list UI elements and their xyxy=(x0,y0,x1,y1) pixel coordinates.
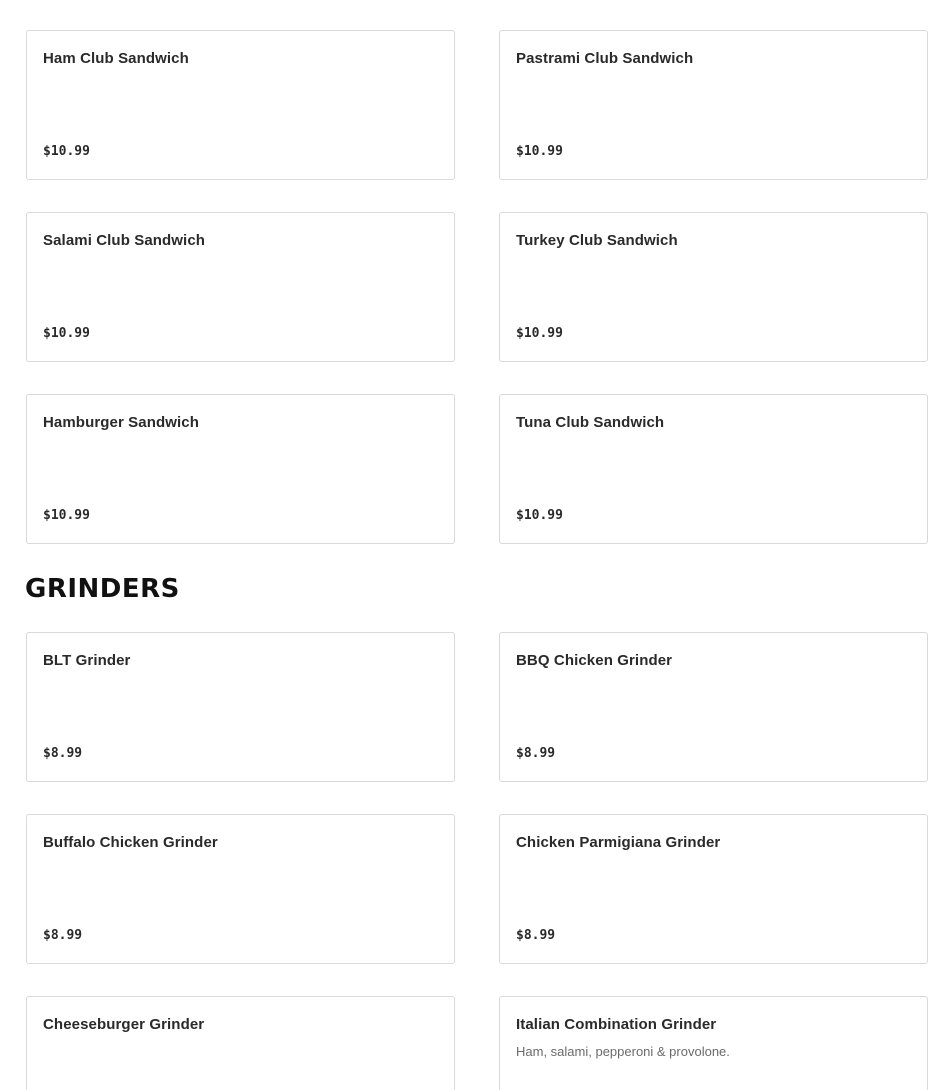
menu-item-name: Cheeseburger Grinder xyxy=(43,1016,205,1033)
menu-item-card[interactable] xyxy=(26,632,455,782)
menu-item-card[interactable] xyxy=(499,632,928,782)
menu-item-card[interactable] xyxy=(26,30,455,180)
menu-item-name: Salami Club Sandwich xyxy=(43,232,206,249)
menu-item-name: Hamburger Sandwich xyxy=(43,414,199,431)
menu-item-price: $8.99 xyxy=(516,928,556,943)
menu-item-name: Pastrami Club Sandwich xyxy=(516,50,694,67)
menu-item-price: $10.99 xyxy=(516,508,563,523)
menu-item-description: Ham, salami, pepperoni & provolone. xyxy=(516,1044,730,1059)
menu-item-card[interactable] xyxy=(499,212,928,362)
menu-item-price: $10.99 xyxy=(516,144,563,159)
menu-item-price: $8.99 xyxy=(43,746,83,761)
menu-item-price: $10.99 xyxy=(43,326,90,341)
menu-item-name: Ham Club Sandwich xyxy=(43,50,189,67)
menu-item-card[interactable] xyxy=(26,394,455,544)
menu-item-price: $10.99 xyxy=(43,508,90,523)
menu-item-name: Chicken Parmigiana Grinder xyxy=(516,834,721,851)
menu-item-name: Buffalo Chicken Grinder xyxy=(43,834,218,851)
menu-item-card[interactable] xyxy=(26,996,455,1090)
menu-item-name: Italian Combination Grinder xyxy=(516,1016,717,1033)
sandwiches-grid xyxy=(26,30,928,544)
menu-item-price: $10.99 xyxy=(43,144,90,159)
menu-item-price: $8.99 xyxy=(43,928,83,943)
menu-item-name: Turkey Club Sandwich xyxy=(516,232,678,249)
grinders-grid xyxy=(26,632,928,1090)
menu-item-price: $8.99 xyxy=(516,746,556,761)
section-title-grinders: GRINDERS xyxy=(25,574,180,604)
menu-item-card[interactable] xyxy=(499,996,928,1090)
menu-item-card[interactable] xyxy=(26,212,455,362)
menu-item-card[interactable] xyxy=(499,394,928,544)
menu-item-card[interactable] xyxy=(499,30,928,180)
menu-item-price: $10.99 xyxy=(516,326,563,341)
menu-item-name: Tuna Club Sandwich xyxy=(516,414,665,431)
menu-item-name: BLT Grinder xyxy=(43,652,131,669)
menu-item-card[interactable] xyxy=(26,814,455,964)
menu-item-card[interactable] xyxy=(499,814,928,964)
menu-item-name: BBQ Chicken Grinder xyxy=(516,652,673,669)
